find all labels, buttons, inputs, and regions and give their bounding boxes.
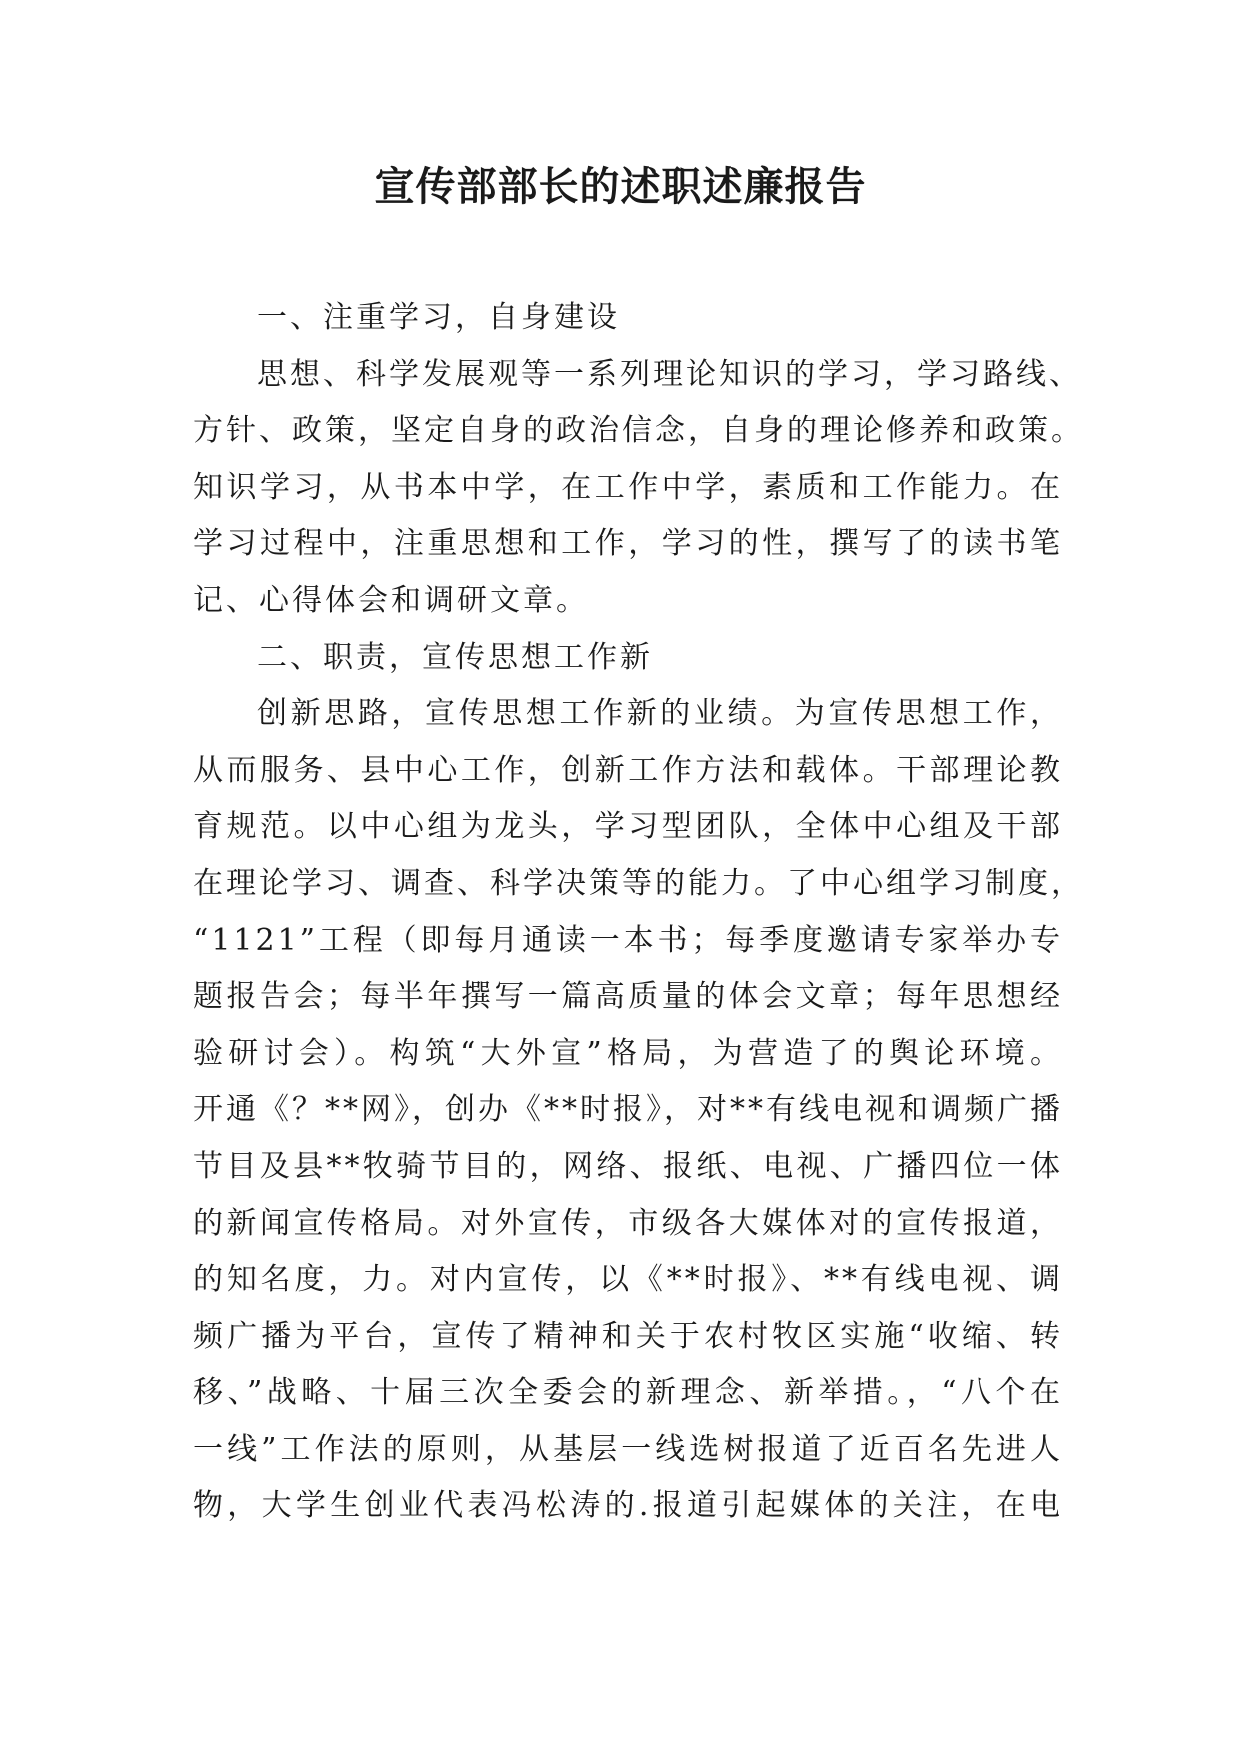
paragraph-line: 的知名度，力。对内宣传，以《**时报》、**有线电视、调 <box>193 1262 1063 1298</box>
paragraph-line: 开通《？**网》，创办《**时报》，对**有线电视和调频广播 <box>193 1092 1063 1128</box>
paragraph-line: “1121”工程（即每月通读一本书；每季度邀请专家举办专 <box>193 922 1063 958</box>
paragraph-line: 验研讨会）。构筑“大外宣”格局，为营造了的舆论环境。 <box>193 1035 1063 1071</box>
paragraph-line: 的新闻宣传格局。对外宣传，市级各大媒体对的宣传报道， <box>193 1205 1063 1241</box>
paragraph-line: 记、心得体会和调研文章。 <box>193 582 589 618</box>
paragraph-line: 育规范。以中心组为龙头，学习型团队，全体中心组及干部 <box>193 809 1063 845</box>
paragraph-line: 方针、政策，坚定自身的政治信念，自身的理论修养和政策。 <box>193 413 1084 449</box>
paragraph-line: 移、”战略、十届三次全委会的新理念、新举措。，“八个在 <box>193 1375 1063 1411</box>
paragraph-line: 思想、科学发展观等一系列理论知识的学习，学习路线、 <box>257 356 1082 392</box>
paragraph-line: 知识学习，从书本中学，在工作中学，素质和工作能力。在 <box>193 469 1063 505</box>
paragraph-line: 一线”工作法的原则，从基层一线选树报道了近百名先进人 <box>193 1431 1063 1467</box>
paragraph-line: 频广播为平台，宣传了精神和关于农村牧区实施“收缩、转 <box>193 1318 1063 1354</box>
document-body <box>193 290 1084 1535</box>
paragraph-line: 物，大学生创业代表冯松涛的.报道引起媒体的关注，在电 <box>193 1488 1063 1524</box>
section-heading-2: 二、职责，宣传思想工作新 <box>257 639 653 675</box>
paragraph-line: 学习过程中，注重思想和工作，学习的性，撰写了的读书笔 <box>193 526 1063 562</box>
paragraph-line: 节目及县**牧骑节目的，网络、报纸、电视、广播四位一体 <box>193 1148 1063 1184</box>
paragraph-line: 创新思路，宣传思想工作新的业绩。为宣传思想工作， <box>257 696 1063 732</box>
paragraph-line: 在理论学习、调查、科学决策等的能力。了中心组学习制度， <box>193 865 1084 901</box>
paragraph-line: 题报告会；每半年撰写一篇高质量的体会文章；每年思想经 <box>193 979 1063 1015</box>
paragraph-line: 从而服务、县中心工作，创新工作方法和载体。干部理论教 <box>193 752 1063 788</box>
document-title: 宣传部部长的述职述廉报告 <box>374 164 867 210</box>
section-heading-1: 一、注重学习，自身建设 <box>257 300 620 335</box>
